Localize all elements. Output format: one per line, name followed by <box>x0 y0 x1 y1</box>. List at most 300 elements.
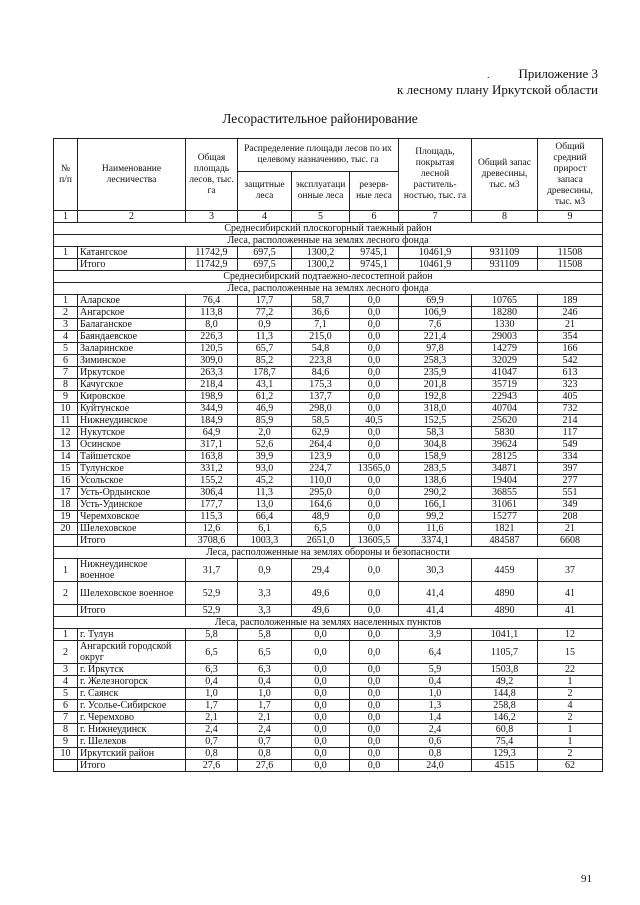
table-row <box>54 523 603 535</box>
data-cell: 295,0 <box>292 487 350 499</box>
forestry-name: Итого <box>78 760 186 772</box>
data-cell: 931109 <box>472 247 538 259</box>
table-row <box>54 307 603 319</box>
forestry-name: г. Тулун <box>78 629 186 641</box>
col-number: 7 <box>399 211 472 223</box>
forestry-name: Катангское <box>78 247 186 259</box>
data-cell: 31061 <box>472 499 538 511</box>
forestry-name: Усть-Удинское <box>78 499 186 511</box>
data-cell: 0,0 <box>292 688 350 700</box>
row-number: 10 <box>54 403 78 415</box>
data-cell: 318,0 <box>399 403 472 415</box>
data-cell: 218,4 <box>186 379 238 391</box>
data-cell: 129,3 <box>472 748 538 760</box>
row-number: 2 <box>54 582 78 605</box>
data-cell: 58,3 <box>399 427 472 439</box>
data-cell: 18280 <box>472 307 538 319</box>
data-cell: 39,9 <box>238 451 292 463</box>
data-cell: 405 <box>538 391 603 403</box>
data-cell: 41 <box>538 605 603 617</box>
data-cell: 0,0 <box>292 664 350 676</box>
row-number <box>54 259 78 271</box>
page-title: Лесорастительное районирование <box>222 111 418 126</box>
data-cell: 484587 <box>472 535 538 547</box>
col-number: 9 <box>538 211 603 223</box>
data-cell: 110,0 <box>292 475 350 487</box>
header-stock: Общий запас древесины, тыс. м3 <box>472 139 538 211</box>
data-cell: 29003 <box>472 331 538 343</box>
row-number: 2 <box>54 641 78 664</box>
forestry-name: Итого <box>78 605 186 617</box>
data-cell: 0,0 <box>350 676 399 688</box>
data-cell: 41,4 <box>399 605 472 617</box>
stray-dot: . <box>487 70 490 81</box>
forestry-name: Нукутское <box>78 427 186 439</box>
data-cell: 4 <box>538 700 603 712</box>
header-covered: Площадь, покрытая лесной раститель-ностью, тыс. га <box>399 139 472 211</box>
data-cell: 0,0 <box>350 724 399 736</box>
data-cell: 137,7 <box>292 391 350 403</box>
data-cell: 1503,8 <box>472 664 538 676</box>
data-cell: 0,0 <box>350 688 399 700</box>
section-title: Леса, расположенные на землях лесного фонда <box>54 235 603 247</box>
data-cell: 175,3 <box>292 379 350 391</box>
data-cell: 2,1 <box>186 712 238 724</box>
data-cell: 34871 <box>472 463 538 475</box>
data-cell: 52,9 <box>186 582 238 605</box>
header-reserve: резерв-ные леса <box>350 172 399 211</box>
table-row <box>54 451 603 463</box>
data-cell: 0,0 <box>350 629 399 641</box>
col-number: 5 <box>292 211 350 223</box>
data-cell: 697,5 <box>238 247 292 259</box>
data-cell: 258,8 <box>472 700 538 712</box>
table-row <box>54 511 603 523</box>
table-row <box>54 641 603 664</box>
data-cell: 198,9 <box>186 391 238 403</box>
row-number: 6 <box>54 700 78 712</box>
data-cell: 189 <box>538 295 603 307</box>
data-cell: 29,4 <box>292 559 350 582</box>
data-cell: 0,0 <box>292 629 350 641</box>
data-cell: 19404 <box>472 475 538 487</box>
data-cell: 613 <box>538 367 603 379</box>
row-number: 13 <box>54 439 78 451</box>
data-cell: 41,4 <box>399 582 472 605</box>
data-cell: 85,9 <box>238 415 292 427</box>
data-cell: 1,7 <box>238 700 292 712</box>
data-cell: 43,1 <box>238 379 292 391</box>
data-cell: 15 <box>538 641 603 664</box>
data-cell: 0,0 <box>350 391 399 403</box>
data-cell: 6,3 <box>238 664 292 676</box>
table-row <box>54 355 603 367</box>
data-cell: 113,8 <box>186 307 238 319</box>
table-row <box>54 499 603 511</box>
data-cell: 1 <box>538 736 603 748</box>
data-cell: 69,9 <box>399 295 472 307</box>
row-number: 3 <box>54 664 78 676</box>
data-cell: 0,0 <box>350 736 399 748</box>
data-cell: 2651,0 <box>292 535 350 547</box>
data-cell: 85,2 <box>238 355 292 367</box>
data-cell: 64,9 <box>186 427 238 439</box>
data-cell: 0,0 <box>292 676 350 688</box>
total-row <box>54 259 603 271</box>
data-cell: 48,9 <box>292 511 350 523</box>
data-cell: 6,1 <box>238 523 292 535</box>
forestry-name: Балаганское <box>78 319 186 331</box>
data-cell: 49,2 <box>472 676 538 688</box>
data-cell: 11742,9 <box>186 247 238 259</box>
header-growth: Общий средний прирост запаса древесины, тыс. м3 <box>538 139 603 211</box>
forestry-name: г. Саянск <box>78 688 186 700</box>
col-number: 8 <box>472 211 538 223</box>
data-cell: 4515 <box>472 760 538 772</box>
forestry-name: г. Черемхово <box>78 712 186 724</box>
row-number: 8 <box>54 379 78 391</box>
data-cell: 27,6 <box>238 760 292 772</box>
row-number: 2 <box>54 307 78 319</box>
row-number: 17 <box>54 487 78 499</box>
data-cell: 7,1 <box>292 319 350 331</box>
table-row <box>54 367 603 379</box>
data-cell: 164,6 <box>292 499 350 511</box>
row-number: 19 <box>54 511 78 523</box>
table-row <box>54 295 603 307</box>
table-row <box>54 475 603 487</box>
data-cell: 30,3 <box>399 559 472 582</box>
row-number: 4 <box>54 676 78 688</box>
data-cell: 4890 <box>472 582 538 605</box>
data-cell: 17,7 <box>238 295 292 307</box>
table-row <box>54 331 603 343</box>
data-cell: 52,6 <box>238 439 292 451</box>
row-number: 1 <box>54 295 78 307</box>
row-number: 1 <box>54 559 78 582</box>
data-cell: 0,4 <box>186 676 238 688</box>
data-cell: 84,6 <box>292 367 350 379</box>
data-cell: 214 <box>538 415 603 427</box>
data-cell: 0,9 <box>238 559 292 582</box>
data-cell: 40704 <box>472 403 538 415</box>
data-cell: 0,0 <box>350 487 399 499</box>
total-row <box>54 760 603 772</box>
data-cell: 1330 <box>472 319 538 331</box>
data-cell: 166 <box>538 343 603 355</box>
data-cell: 304,8 <box>399 439 472 451</box>
data-cell: 32029 <box>472 355 538 367</box>
section-header-row <box>54 547 603 559</box>
row-number: 9 <box>54 391 78 403</box>
table-row <box>54 676 603 688</box>
data-cell: 3,3 <box>238 582 292 605</box>
appendix-line1: Приложение 3 <box>518 66 598 81</box>
data-cell: 0,8 <box>238 748 292 760</box>
data-cell: 323 <box>538 379 603 391</box>
data-cell: 12,6 <box>186 523 238 535</box>
data-cell: 0,0 <box>350 475 399 487</box>
data-cell: 21 <box>538 319 603 331</box>
row-number: 16 <box>54 475 78 487</box>
data-cell: 0,0 <box>350 605 399 617</box>
data-cell: 54,8 <box>292 343 350 355</box>
row-number: 15 <box>54 463 78 475</box>
data-cell: 0,0 <box>350 403 399 415</box>
data-cell: 344,9 <box>186 403 238 415</box>
data-cell: 263,3 <box>186 367 238 379</box>
data-cell: 61,2 <box>238 391 292 403</box>
row-number: 20 <box>54 523 78 535</box>
data-cell: 13565,0 <box>350 463 399 475</box>
data-cell: 246 <box>538 307 603 319</box>
data-cell: 99,2 <box>399 511 472 523</box>
row-number: 5 <box>54 343 78 355</box>
data-cell: 49,6 <box>292 605 350 617</box>
data-cell: 36,6 <box>292 307 350 319</box>
section-header-row <box>54 283 603 295</box>
data-cell: 52,9 <box>186 605 238 617</box>
section-title: Леса, расположенные на землях населенных пунктов <box>54 617 603 629</box>
forestry-name: Баяндаевское <box>78 331 186 343</box>
data-cell: 0,0 <box>350 712 399 724</box>
data-cell: 331,2 <box>186 463 238 475</box>
row-number: 1 <box>54 629 78 641</box>
header-total-area: Общая площадь лесов, тыс. га <box>186 139 238 211</box>
data-cell: 4459 <box>472 559 538 582</box>
data-cell: 12 <box>538 629 603 641</box>
data-cell: 11,3 <box>238 487 292 499</box>
data-cell: 177,7 <box>186 499 238 511</box>
section-header-row <box>54 271 603 283</box>
data-cell: 0,0 <box>292 641 350 664</box>
data-cell: 0,0 <box>350 307 399 319</box>
data-cell: 208 <box>538 511 603 523</box>
data-cell: 11508 <box>538 247 603 259</box>
row-number: 6 <box>54 355 78 367</box>
row-number: 5 <box>54 688 78 700</box>
data-cell: 0,0 <box>350 355 399 367</box>
table-row <box>54 700 603 712</box>
data-cell: 155,2 <box>186 475 238 487</box>
data-cell: 0,0 <box>350 641 399 664</box>
header-name: Наименование лесничества <box>78 139 186 211</box>
data-cell: 49,6 <box>292 582 350 605</box>
row-number: 4 <box>54 331 78 343</box>
data-cell: 146,2 <box>472 712 538 724</box>
data-cell: 11,6 <box>399 523 472 535</box>
header-protective: защитные леса <box>238 172 292 211</box>
data-cell: 22 <box>538 664 603 676</box>
data-cell: 36855 <box>472 487 538 499</box>
section-header-row <box>54 223 603 235</box>
page-number: 91 <box>581 873 592 885</box>
data-cell: 6,4 <box>399 641 472 664</box>
forestry-name: Иркутское <box>78 367 186 379</box>
data-cell: 14279 <box>472 343 538 355</box>
data-cell: 549 <box>538 439 603 451</box>
data-cell: 35719 <box>472 379 538 391</box>
row-number: 3 <box>54 319 78 331</box>
section-title: Леса, расположенные на землях лесного фонда <box>54 283 603 295</box>
table-row <box>54 427 603 439</box>
forestry-name: г. Железногорск <box>78 676 186 688</box>
row-number: 8 <box>54 724 78 736</box>
data-cell: 178,7 <box>238 367 292 379</box>
data-cell: 0,0 <box>350 559 399 582</box>
data-cell: 11,3 <box>238 331 292 343</box>
data-cell: 93,0 <box>238 463 292 475</box>
section-header-row <box>54 617 603 629</box>
data-cell: 37 <box>538 559 603 582</box>
row-number <box>54 605 78 617</box>
section-title: Среднесибирский плоскогорный таежный район <box>54 223 603 235</box>
table-row <box>54 379 603 391</box>
forestry-name: Усть-Ордынское <box>78 487 186 499</box>
appendix-line2: к лесному плану Иркутской области <box>397 82 598 97</box>
data-cell: 349 <box>538 499 603 511</box>
forestry-name: Осинское <box>78 439 186 451</box>
data-cell: 10765 <box>472 295 538 307</box>
data-cell: 221,4 <box>399 331 472 343</box>
table-row <box>54 403 603 415</box>
section-title: Среднесибирский подтаежно-лесостепной район <box>54 271 603 283</box>
row-number: 7 <box>54 367 78 379</box>
data-cell: 1,0 <box>186 688 238 700</box>
table-row <box>54 748 603 760</box>
data-cell: 21 <box>538 523 603 535</box>
data-cell: 317,1 <box>186 439 238 451</box>
data-cell: 13605,5 <box>350 535 399 547</box>
col-number: 1 <box>54 211 78 223</box>
data-cell: 1821 <box>472 523 538 535</box>
forestry-name: Тулунское <box>78 463 186 475</box>
data-cell: 76,4 <box>186 295 238 307</box>
data-cell: 277 <box>538 475 603 487</box>
data-cell: 6,5 <box>292 523 350 535</box>
data-cell: 264,4 <box>292 439 350 451</box>
data-cell: 0,0 <box>350 379 399 391</box>
data-cell: 1003,3 <box>238 535 292 547</box>
data-cell: 0,0 <box>350 511 399 523</box>
data-cell: 2,4 <box>399 724 472 736</box>
data-cell: 6,5 <box>238 641 292 664</box>
data-cell: 0,9 <box>238 319 292 331</box>
total-row <box>54 605 603 617</box>
data-cell: 10461,9 <box>399 247 472 259</box>
row-number: 11 <box>54 415 78 427</box>
data-cell: 235,9 <box>399 367 472 379</box>
forestry-name: г. Иркутск <box>78 664 186 676</box>
data-cell: 39624 <box>472 439 538 451</box>
data-cell: 4890 <box>472 605 538 617</box>
table-row <box>54 487 603 499</box>
data-cell: 6,3 <box>186 664 238 676</box>
data-cell: 62 <box>538 760 603 772</box>
header-no: № п/п <box>54 139 78 211</box>
data-cell: 1,0 <box>238 688 292 700</box>
data-cell: 6608 <box>538 535 603 547</box>
data-cell: 6,5 <box>186 641 238 664</box>
table-body <box>54 223 603 772</box>
appendix-heading <box>397 66 598 98</box>
data-cell: 97,8 <box>399 343 472 355</box>
forestry-name: Заларинское <box>78 343 186 355</box>
col-number: 4 <box>238 211 292 223</box>
data-cell: 11508 <box>538 259 603 271</box>
data-cell: 62,9 <box>292 427 350 439</box>
data-cell: 0,8 <box>399 748 472 760</box>
data-cell: 184,9 <box>186 415 238 427</box>
header-distribution: Распределение площади лесов по их целевому назначению, тыс. га <box>238 139 399 172</box>
forestry-name: Ангарское <box>78 307 186 319</box>
data-cell: 223,8 <box>292 355 350 367</box>
forestry-name: Нижнеудинское военное <box>78 559 186 582</box>
data-cell: 0,0 <box>292 760 350 772</box>
data-cell: 0,0 <box>292 712 350 724</box>
data-cell: 0,0 <box>292 700 350 712</box>
forestry-name: Черемховское <box>78 511 186 523</box>
forestry-name: г. Усолье-Сибирское <box>78 700 186 712</box>
forestry-name: Итого <box>78 535 186 547</box>
data-cell: 9745,1 <box>350 259 399 271</box>
forestry-name: Тайшетское <box>78 451 186 463</box>
data-cell: 22943 <box>472 391 538 403</box>
data-cell: 3708,6 <box>186 535 238 547</box>
data-cell: 58,5 <box>292 415 350 427</box>
data-cell: 0,0 <box>350 582 399 605</box>
data-cell: 0,0 <box>350 427 399 439</box>
data-cell: 144,8 <box>472 688 538 700</box>
row-number: 18 <box>54 499 78 511</box>
forestry-name: Усольское <box>78 475 186 487</box>
data-cell: 13,0 <box>238 499 292 511</box>
data-cell: 2 <box>538 748 603 760</box>
data-cell: 0,0 <box>292 736 350 748</box>
data-cell: 117 <box>538 427 603 439</box>
data-cell: 0,0 <box>350 451 399 463</box>
data-cell: 697,5 <box>238 259 292 271</box>
data-cell: 1300,2 <box>292 259 350 271</box>
data-cell: 0,7 <box>238 736 292 748</box>
data-cell: 75,4 <box>472 736 538 748</box>
data-cell: 258,3 <box>399 355 472 367</box>
forestry-name: Ангарский городской округ <box>78 641 186 664</box>
data-cell: 0,0 <box>350 499 399 511</box>
data-cell: 28125 <box>472 451 538 463</box>
data-cell: 0,0 <box>292 748 350 760</box>
data-cell: 309,0 <box>186 355 238 367</box>
data-cell: 0,0 <box>350 700 399 712</box>
forestry-name: Кировское <box>78 391 186 403</box>
data-cell: 334 <box>538 451 603 463</box>
data-cell: 1,7 <box>186 700 238 712</box>
data-cell: 41047 <box>472 367 538 379</box>
forestry-name: Итого <box>78 259 186 271</box>
data-cell: 3,9 <box>399 629 472 641</box>
data-cell: 551 <box>538 487 603 499</box>
data-cell: 542 <box>538 355 603 367</box>
data-cell: 1,3 <box>399 700 472 712</box>
data-cell: 60,8 <box>472 724 538 736</box>
data-cell: 0,0 <box>350 343 399 355</box>
table-row <box>54 343 603 355</box>
table-row <box>54 559 603 582</box>
data-cell: 24,0 <box>399 760 472 772</box>
row-number: 9 <box>54 736 78 748</box>
forestry-name: Иркутский район <box>78 748 186 760</box>
data-cell: 931109 <box>472 259 538 271</box>
